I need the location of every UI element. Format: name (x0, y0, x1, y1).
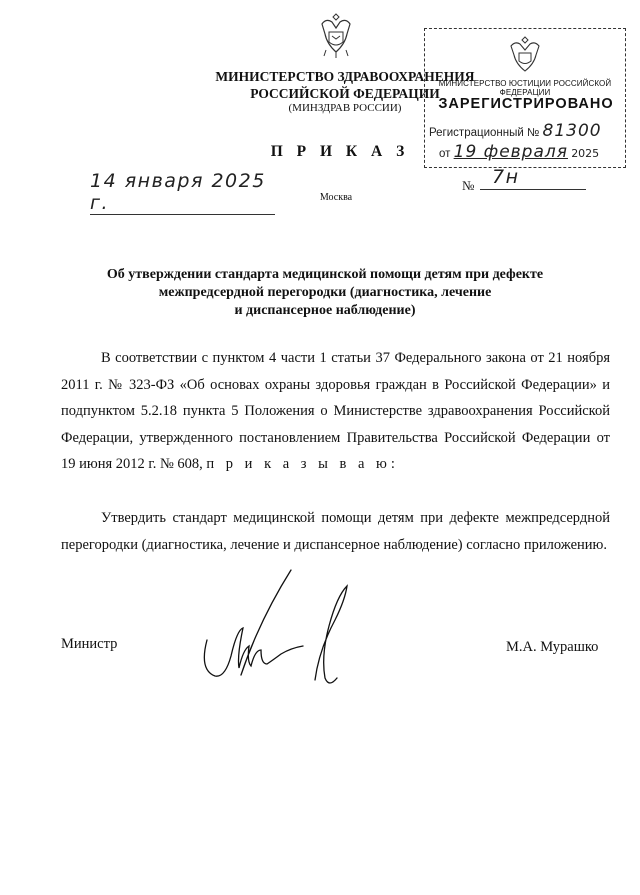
order-subject-line3: и диспансерное наблюдение) (234, 303, 416, 318)
stamp-reg-year: 2025 (571, 147, 600, 160)
stamp-date-prefix: от (439, 148, 451, 160)
preamble-paragraph (61, 345, 610, 478)
signatory-name: М.А. Мурашко (506, 639, 599, 655)
handwritten-signature (195, 565, 360, 695)
order-word: п р и к а з ы в а ю: (206, 456, 399, 472)
stamp-ministry-name: МИНИСТЕРСТВО ЮСТИЦИИ РОССИЙСКОЙ ФЕДЕРАЦИИ (438, 79, 612, 97)
order-number: 7н (492, 166, 520, 188)
preamble-text: В соответствии с пунктом 4 части 1 статьи 37 Федерального закона от 21 ноября 2011 г. № 323-ФЗ «Об основах охраны здоровья граждан в Российской Федерации» и подпунктом 5.2.18 пункта 5 Положения о Министерстве здравоохранения Российской Федерации, утвержденного постановлением Правительства Российской Федерации от 19 июня 2012 г. № 608, (61, 350, 610, 472)
ministry-name-line2: РОССИЙСКОЙ ФЕДЕРАЦИИ (250, 86, 440, 101)
order-subject-line2: межпредсердной перегородки (диагностика, лечение (158, 285, 492, 300)
document-type-title: П Р И К А З (270, 143, 410, 160)
ministry-short-name: (МИНЗДРАВ РОССИИ) (288, 102, 402, 114)
coat-of-arms-icon (316, 10, 356, 62)
stamp-reg-number: 81300 (542, 121, 602, 141)
stamp-reg-date: 19 февраля (453, 142, 568, 162)
stamp-registered-label: ЗАРЕГИСТРИРОВАНО (438, 96, 614, 112)
stamp-eagle-icon (507, 34, 543, 78)
signatory-title: Министр (61, 636, 118, 652)
order-date: 14 января 2025 г. (90, 170, 266, 214)
registration-stamp (424, 28, 626, 168)
ministry-name-line1: МИНИСТЕРСТВО ЗДРАВООХРАНЕНИЯ (215, 69, 475, 84)
city-label: Москва (319, 192, 353, 203)
stamp-reg-number-label: Регистрационный № (429, 127, 540, 139)
order-paragraph: Утвердить стандарт медицинской помощи детям при дефекте межпредсердной перегородки (диагностика, лечение и диспансерное наблюдение) согласно приложению. (61, 510, 610, 553)
stamp-reg-number-row (429, 121, 602, 141)
order-subject (90, 266, 560, 320)
order-subject-line1: Об утверждении стандарта медицинской помощи детям при дефекте (106, 267, 544, 282)
order-number-label: № (462, 178, 475, 193)
stamp-date-row (439, 142, 599, 162)
